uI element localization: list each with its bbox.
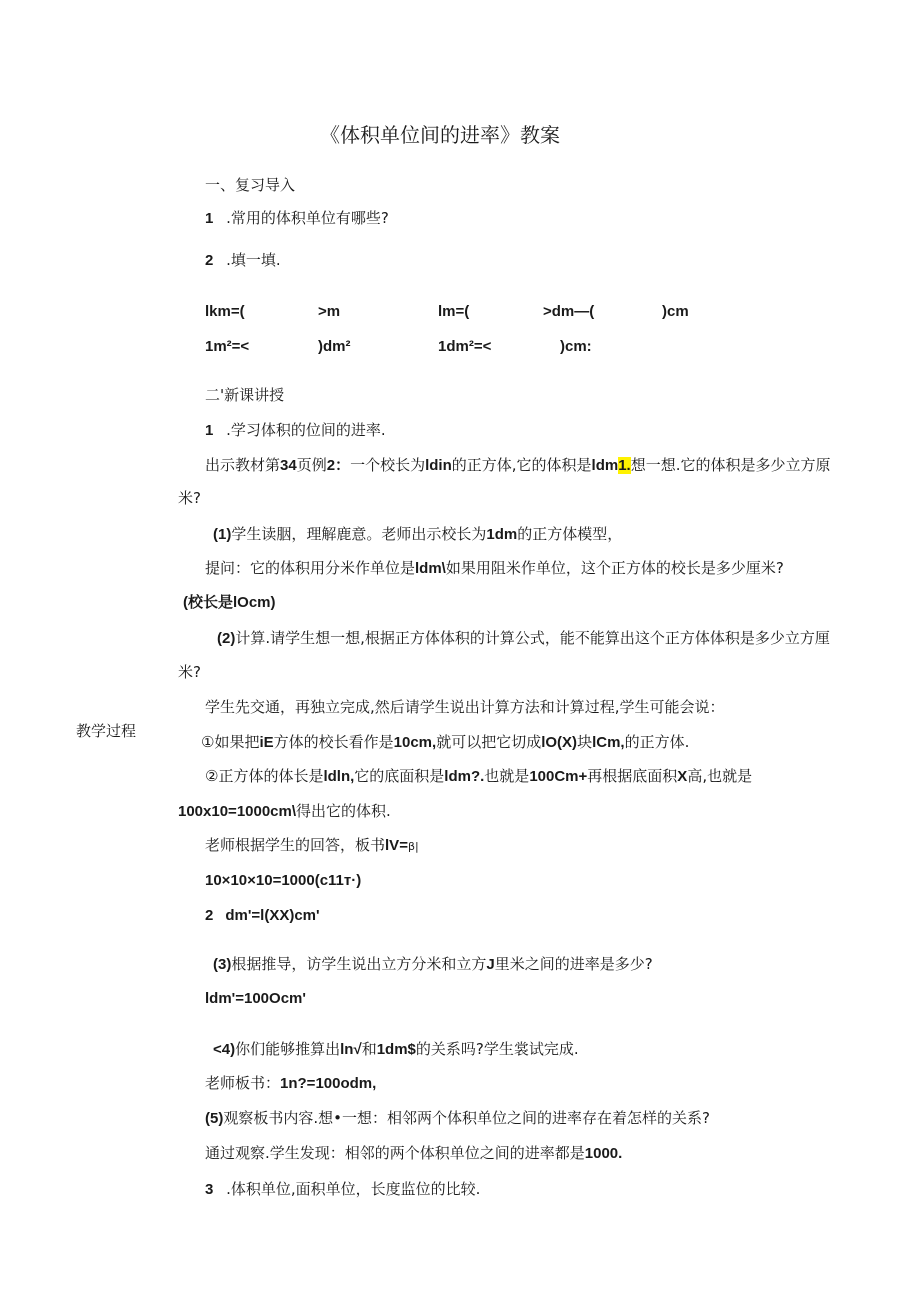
item-number: 3 (205, 1181, 214, 1198)
text: 它的底面积是 (354, 767, 445, 785)
text: ldm\ (415, 560, 446, 577)
fill-item: 1m²=< (205, 338, 250, 355)
new-item-1 (205, 420, 386, 441)
formula-2 (205, 905, 320, 926)
formula-number: 2 (205, 907, 214, 924)
text: 2： (326, 457, 351, 474)
text: 观察板书内容.想•一想：相邻两个体积单位之间的进率存在着怎样的关系? (223, 1109, 710, 1127)
text: 根据推导，访学生说出立方分米和立方 (231, 955, 487, 973)
text: 100x10=1000cm\ (178, 803, 297, 820)
step-5 (205, 1108, 710, 1129)
fill-item: )cm (662, 303, 689, 320)
text: 你们能够推算出 (235, 1040, 341, 1058)
text: 也就是 (484, 767, 530, 785)
step-number: (5) (205, 1110, 224, 1127)
example-line (205, 455, 831, 476)
step-2-cont: 米? (178, 663, 201, 681)
formula-1: 10×10×10=1000(c11т·) (205, 872, 362, 889)
text: 34 (280, 457, 297, 474)
fill-item: )cm: (560, 338, 592, 355)
step-3 (213, 954, 653, 975)
text: 高,也就是 (687, 767, 753, 785)
answer-line: (校长是lOcm) (183, 594, 276, 611)
item-text: .体积单位,面积单位，长度监位的比较. (226, 1180, 481, 1198)
text: β| (407, 840, 419, 853)
text: 通过观察.学生发现：相邻的两个体积单位之间的进率都是 (205, 1144, 585, 1162)
text: 页例 (296, 456, 327, 474)
text: 1dm (486, 526, 518, 543)
text: 100Cm+ (529, 768, 588, 785)
text: lV= (385, 837, 408, 854)
question-text: .填一填. (226, 251, 281, 269)
text: 和 (361, 1040, 377, 1058)
step-number: (2) (217, 630, 236, 647)
text: 的正方体. (624, 733, 690, 751)
fill-item: )dm² (318, 338, 351, 355)
highlighted-text: 1. (618, 457, 631, 474)
fill-item: 1dm²=< (438, 338, 492, 355)
text: ldm (591, 457, 619, 474)
text: ldin (425, 457, 452, 474)
question-1 (205, 208, 389, 229)
student-answer-2-cont (178, 801, 391, 822)
text: 1dm$ (376, 1041, 416, 1058)
fill-item: lkm=( (205, 303, 245, 320)
fill-item: lm=( (438, 303, 470, 320)
text: 方体的校长看作是 (273, 733, 394, 751)
text: 再根据底面积 (587, 767, 678, 785)
side-label: 教学过程 (76, 722, 137, 740)
text: lCm, (592, 734, 625, 751)
section-heading-review: 一、复习导入 (205, 176, 296, 194)
text: 1n?=100odm, (280, 1075, 377, 1092)
student-answer-2 (205, 766, 752, 787)
text: J (486, 956, 495, 973)
text: ldm?. (444, 768, 485, 785)
text: X (677, 768, 688, 785)
step-number: (1) (213, 526, 232, 543)
observe-line (205, 1143, 622, 1164)
text: 里米之间的进率是多少? (494, 955, 653, 973)
question-text: .常用的体积单位有哪些? (226, 209, 389, 227)
item-text: .学习体积的位间的进率. (226, 421, 386, 439)
text: 一个校长为 (350, 456, 426, 474)
text: 老师根据学生的回答，板书 (205, 836, 386, 854)
step-4 (213, 1039, 579, 1060)
student-line: 学生先交通，再独立完成,然后请学生说出计算方法和计算过程,学生可能会说： (205, 698, 725, 716)
student-answer-1 (201, 732, 689, 753)
text: 的关系吗?学生裳试完成. (415, 1040, 579, 1058)
text: 就可以把它切成 (436, 733, 542, 751)
new-item-3 (205, 1179, 480, 1200)
text: 如果用阻米作单位，这个正方体的校长是多少厘米? (445, 559, 784, 577)
step-number: <4) (213, 1041, 236, 1058)
formula-3: ldm'=100Ocm' (205, 990, 306, 1007)
board-line-2 (205, 1073, 376, 1094)
text: 想一想.它的体积是多少立方原 (630, 456, 831, 474)
step-number: (3) (213, 956, 232, 973)
question-number: 2 (205, 252, 214, 269)
text: dm'=l(XX)cm' (225, 907, 320, 924)
step-1 (213, 524, 622, 545)
example-line-cont: 米? (178, 489, 201, 507)
text: 10cm, (393, 734, 437, 751)
question-2 (205, 250, 281, 271)
page-title: 《体积单位间的进率》教案 (320, 123, 560, 147)
text: ②正方体的体长是 (205, 767, 324, 785)
text: 1000. (584, 1145, 623, 1162)
item-number: 1 (205, 422, 214, 439)
text: lO(X) (541, 734, 578, 751)
fill-item: >dm—( (543, 303, 595, 320)
text: ldln, (323, 768, 355, 785)
text: 的正方体模型， (517, 525, 623, 543)
text: 出示教材第 (205, 456, 281, 474)
text: 得出它的体积. (296, 802, 391, 820)
text: 计算.请学生想一想,根据正方体体积的计算公式，能不能算出这个正方体体积是多少立方厘 (235, 629, 830, 647)
fill-item: >m (318, 303, 341, 320)
text: ①如果把 (201, 733, 260, 751)
text: 老师板书： (205, 1074, 281, 1092)
board-line (205, 835, 419, 857)
text: ln√ (340, 1041, 362, 1058)
text: 块 (577, 733, 593, 751)
text: 学生读胭，理解鹿意。老师出示校长为 (231, 525, 487, 543)
question-number: 1 (205, 210, 214, 227)
question-line (205, 558, 784, 579)
section-heading-new: 二'新课讲授 (205, 386, 285, 404)
text: 的正方体,它的体积是 (451, 456, 592, 474)
text: iE (259, 734, 274, 751)
step-2 (217, 628, 830, 649)
text: 提问：它的体积用分米作单位是 (205, 559, 416, 577)
